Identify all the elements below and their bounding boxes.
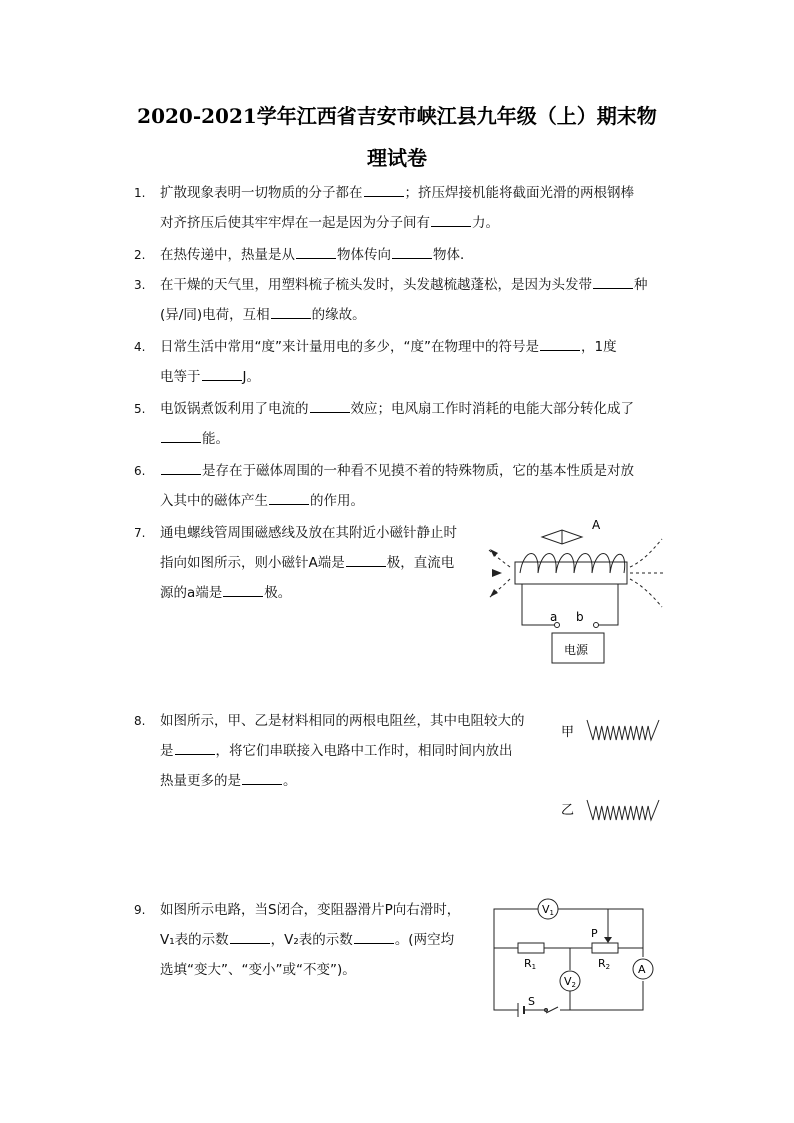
text-segment: 选填“变大”、“变小”或“不变”)。 [160,962,356,978]
wire-top-left [494,909,538,950]
resistance-wires-figure [555,700,670,835]
text-segment: ，V₂表的示数 [270,932,353,948]
answer-blank[interactable] [223,582,263,597]
question-line [160,925,460,955]
power-source-label: 电源 [564,643,589,657]
terminal-b-label: b [576,610,584,624]
text-segment: 能。 [202,431,229,447]
question-line [160,548,457,578]
v1-label: V1 [542,903,554,917]
text-segment: 。(两空均 [394,932,455,948]
question-text [160,706,525,796]
answer-blank[interactable] [354,929,394,944]
wire-left-bottom [494,950,518,1010]
answer-blank[interactable] [364,182,404,197]
answer-blank[interactable] [202,366,242,381]
field-line-right-bottom [630,579,662,607]
text-segment: 在干燥的天气里，用塑料梳子梳头发时，头发越梳越蓬松，是因为头发带 [160,277,592,293]
rheostat-r2 [592,943,618,953]
question-text [160,895,460,985]
resistor-r1 [518,943,544,953]
text-segment: 入其中的磁体产生 [160,493,268,509]
question-line [160,332,617,362]
arrow-left-top-icon [490,549,498,557]
question-text [160,394,634,454]
switch-s-label: S [528,995,535,1008]
answer-blank[interactable] [230,929,270,944]
question-line [160,178,634,208]
text-segment: J。 [242,369,260,385]
wire-jia-zigzag [587,720,659,740]
answer-blank[interactable] [269,490,309,505]
text-segment: 的作用。 [310,493,364,509]
terminal-b-dot [594,623,599,628]
circuit-figure [488,895,668,1025]
answer-blank[interactable] [540,336,580,351]
question-number: 2. [134,248,146,262]
question-text [160,240,474,270]
answer-blank[interactable] [175,740,215,755]
question-line [160,394,634,424]
question-number: 1. [134,186,146,200]
text-segment: 通电螺线管周围磁感线及放在其附近小磁针静止时 [160,525,457,541]
question-text [160,332,617,392]
slider-arrow-icon [604,937,612,943]
text-segment: ；挤压焊接机能将截面光滑的两根钢棒 [404,185,634,201]
question-line [160,240,474,270]
text-segment: 是 [160,743,174,759]
text-segment: 是存在于磁体周围的一种看不见摸不着的特殊物质，它的基本性质是对放 [202,463,634,479]
text-segment: 的缘故。 [311,307,366,323]
question-number: 6. [134,464,146,478]
answer-blank[interactable] [296,244,336,259]
question-number: 7. [134,526,146,540]
solenoid-figure [480,515,670,675]
arrow-left-mid-icon [492,569,502,577]
text-segment: 物体传向 [337,247,391,263]
text-segment: 电饭锅煮饭利用了电流的 [160,401,309,417]
question-number: 5. [134,402,146,416]
text-segment: 极，直流电 [386,555,455,571]
question-line [160,424,634,454]
answer-blank[interactable] [271,304,311,319]
text-segment: 热量更多的是 [160,773,241,789]
question-line [160,578,457,608]
text-segment: V₁表的示数 [160,932,229,948]
question-number: 3. [134,278,146,292]
answer-blank[interactable] [392,244,432,259]
page-title-line-2: 理试卷 [367,146,427,170]
arrow-left-bottom-icon [490,589,498,597]
question-line [160,362,617,392]
solenoid-coil [520,554,625,574]
question-number: 4. [134,340,146,354]
wire-yi-label: 乙 [561,803,575,818]
text-segment: 种 [634,277,648,293]
text-segment: 对齐挤压后使其牢牢焊在一起是因为分子间有 [160,215,430,231]
wire-jia-label: 甲 [561,725,575,740]
question-line [160,208,634,238]
field-line-left-top [488,549,510,567]
slider-p-label: P [591,927,598,940]
question-line [160,955,460,985]
page-title-line-1: 2020-2021学年江西省吉安市峡江县九年级（上）期末物 [137,104,657,128]
text-segment: 日常生活中常用“度”来计量用电的多少，“度”在物理中的符号是 [160,339,539,355]
text-segment: 在热传递中，热量是从 [160,247,295,263]
ammeter-label: A [638,963,646,976]
v2-label: V2 [564,975,576,989]
question-number: 8. [134,714,146,728]
wire-yi-zigzag [587,800,659,820]
text-segment: 效应；电风扇工作时消耗的电能大部分转化成了 [350,401,634,417]
field-line-right-top [630,539,662,567]
text-segment: ，1度 [580,339,617,355]
question-line [160,300,648,330]
answer-blank[interactable] [593,274,633,289]
question-text [160,456,634,516]
text-segment: 如图所示电路，当S闭合，变阻器滑片P向右滑时， [160,902,461,918]
text-segment: 物体． [433,247,474,263]
question-text [160,178,634,238]
text-segment: (异/同)电荷，互相 [160,307,270,323]
answer-blank[interactable] [242,770,282,785]
terminal-a-label: a [550,610,558,624]
question-line [160,456,634,486]
question-line [160,895,460,925]
text-segment: 指向如图所示，则小磁针A端是 [160,555,345,571]
answer-blank[interactable] [310,398,350,413]
wire-right-top [558,909,643,957]
text-segment: 扩散现象表明一切物质的分子都在 [160,185,363,201]
answer-blank[interactable] [346,552,386,567]
answer-blank[interactable] [431,212,471,227]
question-line [160,270,648,300]
question-text [160,518,457,608]
lead-wire-right [598,584,618,625]
question-line [160,486,634,516]
question-line [160,766,525,796]
text-segment: 。 [283,773,297,789]
question-line [160,518,457,548]
question-line [160,706,525,736]
answer-blank[interactable] [161,460,201,475]
text-segment: 极。 [264,585,292,601]
text-segment: 力。 [472,215,499,231]
question-line [160,736,525,766]
question-number: 9. [134,903,146,917]
needle-label-a: A [592,518,601,532]
answer-blank[interactable] [161,428,201,443]
text-segment: ，将它们串联接入电路中工作时，相同时间内放出 [215,743,513,759]
question-text [160,270,648,330]
text-segment: 源的a端是 [160,585,223,601]
r1-label: R1 [524,957,537,971]
text-segment: 电等于 [160,369,201,385]
r2-label: R2 [598,957,611,971]
text-segment: 如图所示，甲、乙是材料相同的两根电阻丝，其中电阻较大的 [160,713,525,729]
